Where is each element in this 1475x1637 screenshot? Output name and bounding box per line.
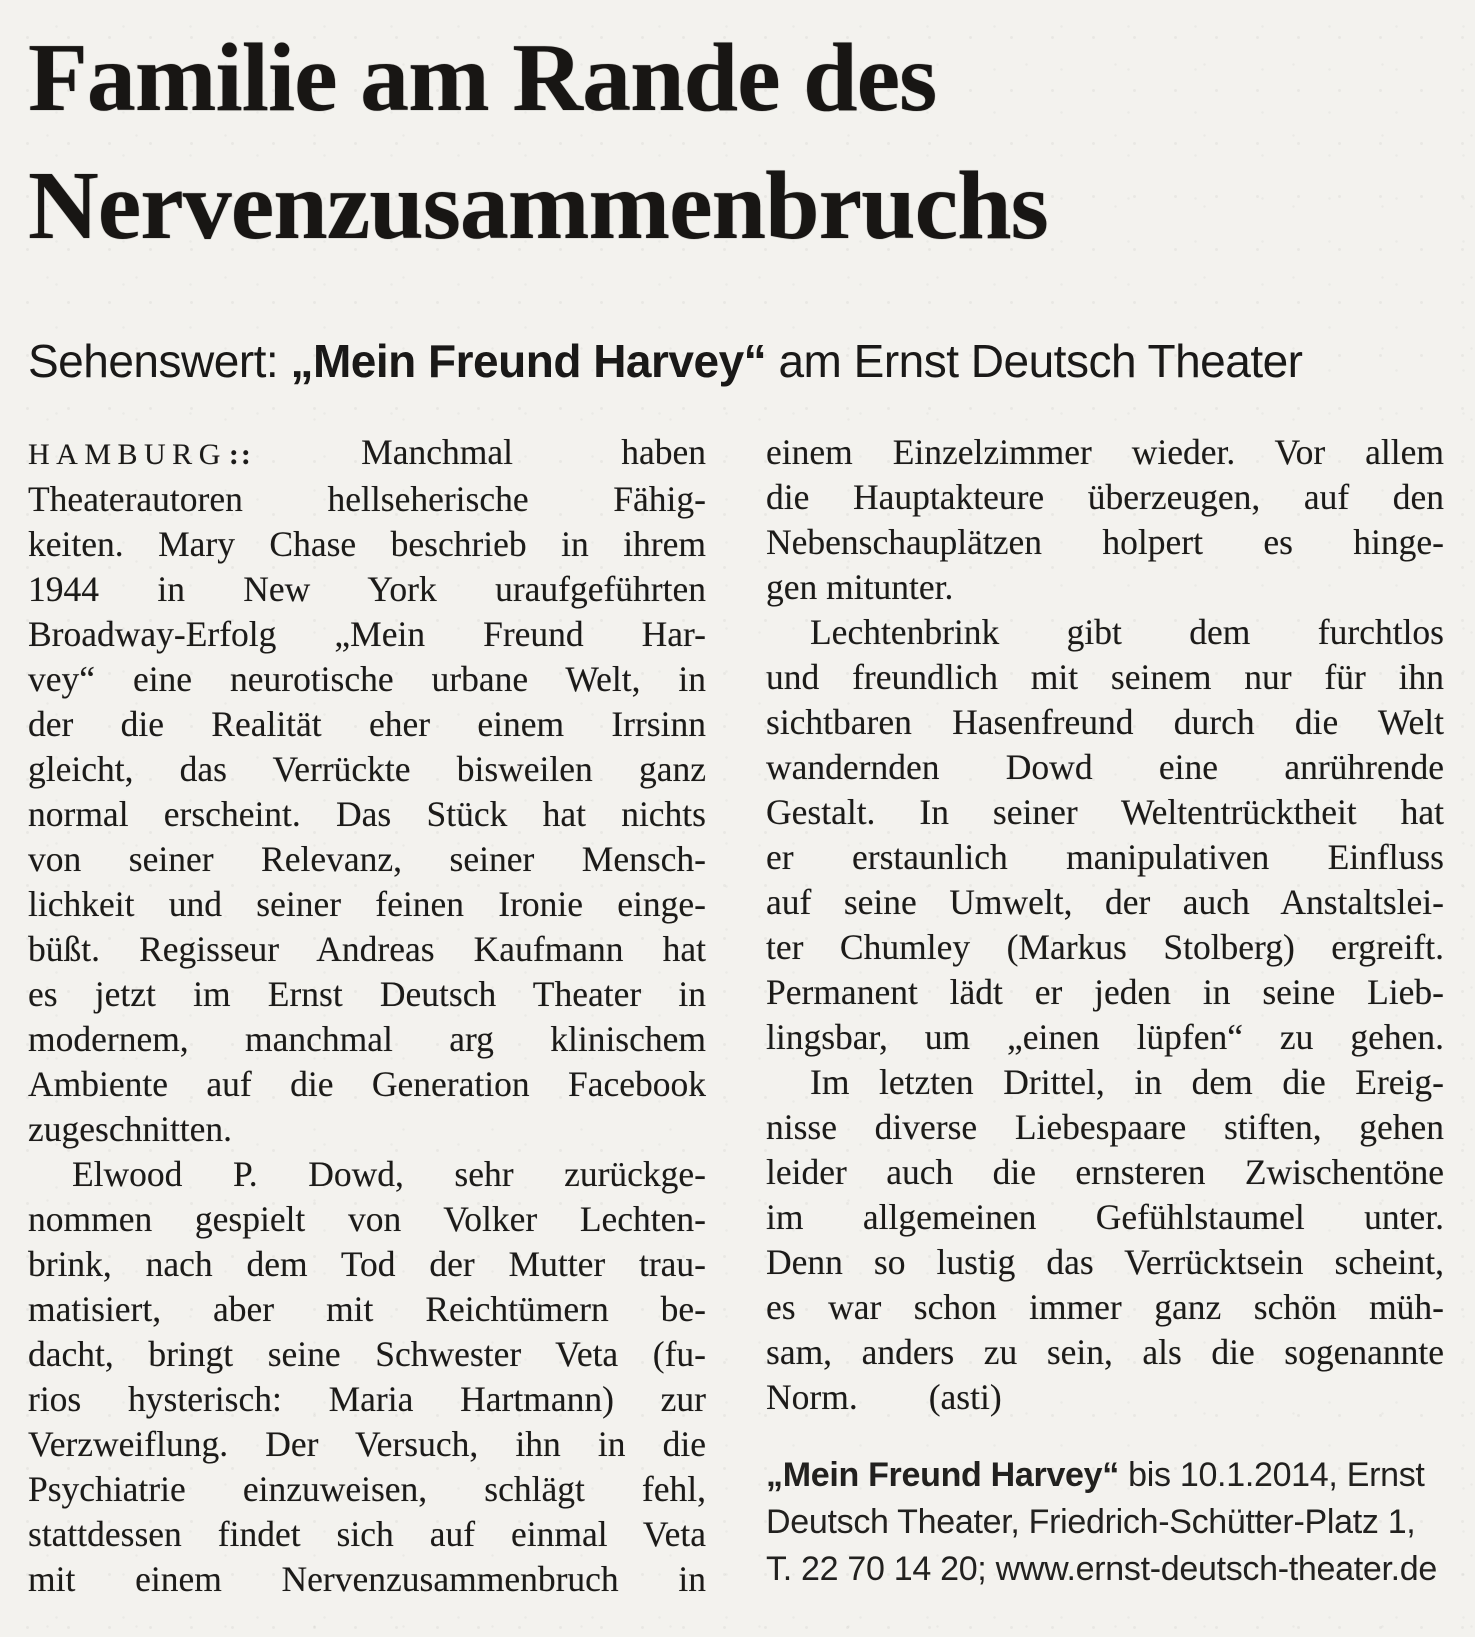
headline-line-1: Familie am Rande des: [28, 24, 937, 132]
subhead-play-title: „Mein Freund Harvey“: [290, 335, 767, 387]
article-line: Theaterautoren hellseherische Fähig-: [28, 479, 706, 519]
info-play-title: „Mein Freund Harvey“: [766, 1456, 1119, 1494]
article-line: von seiner Relevanz, seiner Mensch-: [28, 839, 706, 879]
article-line: matisiert, aber mit Reichtümern be-: [28, 1289, 706, 1329]
article-body: [28, 430, 1444, 1602]
article-line: lingsbar, um „einen lüpfen“ zu gehen.: [766, 1017, 1444, 1057]
article-line: Norm. (asti): [766, 1377, 1002, 1417]
subhead-prefix: Sehenswert:: [28, 335, 291, 387]
subhead-suffix: am Ernst Deutsch Theater: [766, 335, 1303, 387]
article-line: es war schon immer ganz schön müh-: [766, 1287, 1444, 1327]
article-line: er erstaunlich manipulativen Einfluss: [766, 837, 1444, 877]
article-line: keiten. Mary Chase beschrieb in ihrem: [28, 524, 706, 564]
article-line: auf seine Umwelt, der auch Anstaltslei-: [766, 882, 1444, 922]
article-line: der die Realität eher einem Irrsinn: [28, 704, 706, 744]
dateline-city: HAMBURG: [28, 438, 227, 471]
column-left: [28, 430, 706, 1602]
article-line: modernem, manchmal arg klinischem: [28, 1019, 706, 1059]
article-line: gleicht, das Verrückte bisweilen ganz: [28, 749, 706, 789]
article-line: lichkeit und seiner feinen Ironie einge-: [28, 884, 706, 924]
article-line: mit einem Nervenzusammenbruch in: [28, 1559, 706, 1599]
article-line: Verzweiflung. Der Versuch, ihn in die: [28, 1424, 706, 1464]
headline-line-2: Nervenzusammenbruchs: [28, 152, 1048, 260]
article-line: leider auch die ernsteren Zwischentöne: [766, 1152, 1444, 1192]
article-line: HAMBURG:: Manchmal haben: [28, 432, 706, 472]
article-line: ter Chumley (Markus Stolberg) ergreift.: [766, 927, 1444, 967]
subhead: [28, 333, 1303, 389]
info-box: [766, 1452, 1444, 1593]
headline: [28, 14, 1228, 270]
article-line: 1944 in New York uraufgeführten: [28, 569, 706, 609]
article-line: Denn so lustig das Verrücktsein scheint,: [766, 1242, 1444, 1282]
article-line: rios hysterisch: Maria Hartmann) zur: [28, 1379, 706, 1419]
column-right: [766, 430, 1444, 1602]
article-line: stattdessen findet sich auf einmal Veta: [28, 1514, 706, 1554]
article-line: und freundlich mit seinem nur für ihn: [766, 657, 1444, 697]
article-line: Gestalt. In seiner Weltentrücktheit hat: [766, 792, 1444, 832]
article-line: sichtbaren Hasenfreund durch die Welt: [766, 702, 1444, 742]
article-line: im allgemeinen Gefühlstaumel unter.: [766, 1197, 1444, 1237]
article-line: gen mitunter.: [766, 567, 954, 607]
article-line: wandernden Dowd eine anrührende: [766, 747, 1444, 787]
article-line: es jetzt im Ernst Deutsch Theater in: [28, 974, 706, 1014]
article-line: Broadway-Erfolg „Mein Freund Har-: [28, 614, 706, 654]
article-line: Elwood P. Dowd, sehr zurückge-: [72, 1154, 706, 1194]
article-line: dacht, bringt seine Schwester Veta (fu-: [28, 1334, 706, 1374]
article-line: Psychiatrie einzuweisen, schlägt fehl,: [28, 1469, 706, 1509]
article-line: Im letzten Drittel, in dem die Ereig-: [810, 1062, 1444, 1102]
article-line: Nebenschauplätzen holpert es hinge-: [766, 522, 1444, 562]
article-line: sam, anders zu sein, als die sogenannte: [766, 1332, 1444, 1372]
article-line: brink, nach dem Tod der Mutter trau-: [28, 1244, 706, 1284]
article-line: einem Einzelzimmer wieder. Vor allem: [766, 432, 1444, 472]
article-line: Permanent lädt er jeden in seine Lieb-: [766, 972, 1444, 1012]
info-line: Deutsch Theater, Friedrich-Schütter-Platz 1,: [766, 1503, 1416, 1541]
info-line: „Mein Freund Harvey“ bis 10.1.2014, Ernst: [766, 1456, 1425, 1494]
article-line: zugeschnitten.: [28, 1109, 233, 1149]
article-line: büßt. Regisseur Andreas Kaufmann hat: [28, 929, 706, 969]
article-line: vey“ eine neurotische urbane Welt, in: [28, 659, 706, 699]
article-line: nommen gespielt von Volker Lechten-: [28, 1199, 706, 1239]
article-line: normal erscheint. Das Stück hat nichts: [28, 794, 706, 834]
info-line: T. 22 70 14 20; www.ernst-deutsch-theater.de: [766, 1550, 1437, 1588]
article-line: Ambiente auf die Generation Facebook: [28, 1064, 706, 1104]
article-line: Lechtenbrink gibt dem furchtlos: [810, 612, 1444, 652]
dateline-separator: ::: [228, 438, 253, 471]
article-line: die Hauptakteure überzeugen, auf den: [766, 477, 1444, 517]
article-line: nisse diverse Liebespaare stiften, gehen: [766, 1107, 1444, 1147]
